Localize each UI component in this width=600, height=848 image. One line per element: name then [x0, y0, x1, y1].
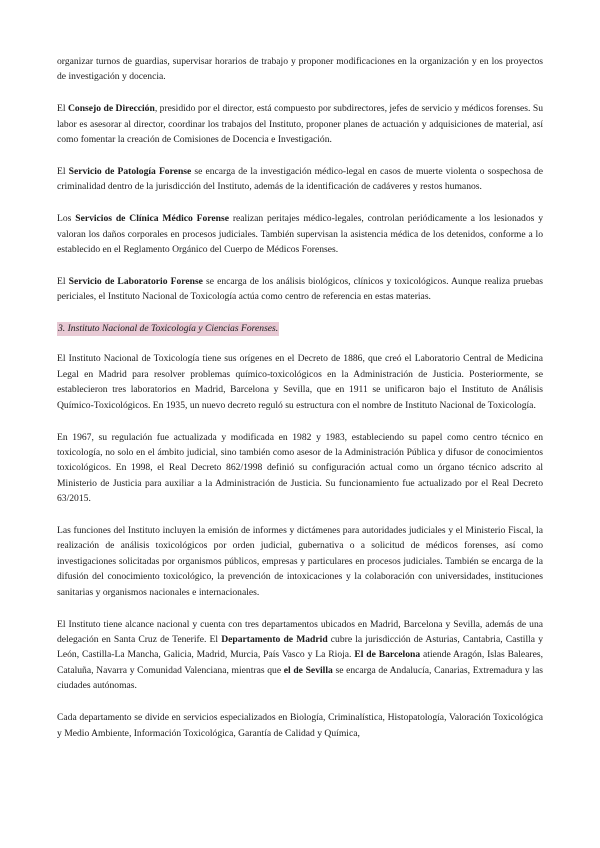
bold-term: Servicios de Clínica Médico Forense	[75, 213, 229, 225]
bold-term: Servicio de Laboratorio Forense	[68, 276, 203, 288]
paragraph	[57, 164, 543, 195]
text-run: atiende Aragón, Islas Baleares, Cataluña, Navarra y Comunidad Valenciana, mientras que	[57, 649, 543, 676]
paragraph	[57, 617, 543, 694]
text-run: Los	[57, 213, 76, 225]
paragraph	[57, 54, 543, 85]
text-run: Cada departamento se divide en servicios especializados en Biología, Criminalística, Histopatología, Valoración Toxicológica y Medio Ambiente, Información Toxicológica, Garantía de Calidad y Química,	[57, 712, 543, 739]
text-run: , presidido por el director, está compuesto por subdirectores, jefes de servicio y médicos forenses. Su labor es asesorar al director, coordinar los trabajos del Instituto, proponer planes de actuación y adquisiciones de material, así como fomentar la creación de Comisiones de Docencia e Investigación.	[57, 103, 543, 146]
section-heading-row	[57, 321, 543, 351]
text-run: se encarga de los análisis biológicos, clínicos y toxicológicos. Aunque realiza pruebas periciales, el Instituto Nacional de Toxicología actúa como centro de referencia en estas materias.	[57, 276, 543, 303]
section-heading: 3. Instituto Nacional de Toxicología y Ciencias Forenses.	[58, 323, 279, 335]
bold-term: Departamento de Madrid	[221, 633, 328, 645]
text-run: organizar turnos de guardias, supervisar horarios de trabajo y proponer modificaciones en la organización y en los proyectos de investigación y docencia.	[57, 56, 543, 83]
text-run: realizan peritajes médico-legales, controlan periódicamente a los lesionados y valoran los daños corporales en procesos judiciales. También supervisan la asistencia médica de los detenidos, conforme a lo establecido en el Reglamento Orgánico del Cuerpo de Médicos Forenses.	[57, 213, 543, 256]
paragraph	[57, 430, 543, 507]
bold-term: El de Barcelona	[354, 649, 421, 661]
text-run: El	[57, 166, 69, 178]
text-run: cubre la jurisdicción de Asturias, Cantabria, Castilla y León, Castilla-La Mancha, Galicia, Madrid, Murcia, País Vasco y La Rioja.	[57, 633, 543, 661]
text-run: El Instituto Nacional de Toxicología tiene sus orígenes en el Decreto de 1886, que creó el Laboratorio Central de Medicina Legal en Madrid para resolver problemas químico-toxicológicos en la Administración de Justicia. Posteriormente, se establecieron tres laboratorios en Madrid, Barcelona y Sevilla, que en 1911 se unificaron bajo el Instituto de Análisis Químico-Toxicológicos. En 1935, un nuevo decreto reguló su estructura con el nombre de Instituto Nacional de Toxicología.	[57, 353, 543, 411]
text-run: En 1967, su regulación fue actualizada y modificada en 1982 y 1983, estableciendo su papel como centro técnico en toxicología, no solo en el ámbito judicial, sino también como asesor de la Administración Pública y difusor de conocimientos toxicológicos. En 1998, el Real Decreto 862/1998 definió su configuración actual como un órgano técnico adscrito al Ministerio de Justicia para auxiliar a la Administración de Justicia. Su funcionamiento fue actualizado por el Real Decreto 63/2015.	[57, 431, 543, 505]
paragraph	[57, 274, 543, 305]
text-run: se encarga de Andalucía, Canarias, Extremadura y las ciudades autónomas.	[57, 664, 544, 692]
paragraph	[57, 523, 543, 600]
text-run: se encarga de la investigación médico-legal en casos de muerte violenta o sospechosa de criminalidad dentro de la jurisdicción del Instituto, además de la identificación de cadáveres y restos humanos.	[57, 166, 543, 193]
text-run: El Instituto tiene alcance nacional y cuenta con tres departamentos ubicados en Madrid, Barcelona y Sevilla, además de una delegación en Santa Cruz de Tenerife. El	[57, 618, 543, 645]
paragraph	[57, 351, 543, 413]
bold-term: Consejo de Dirección	[68, 103, 155, 115]
text-run: Las funciones del Instituto incluyen la emisión de informes y dictámenes para autoridades judiciales y el Ministerio Fiscal, la realización de análisis toxicológicos por orden judicial, gubernativa o a solicitud de médicos forenses, así como investigaciones solicitadas por organismos públicos, empresas y particulares en procesos judiciales. También se encarga de la difusión del conocimiento toxicológico, la prevención de intoxicaciones y la colaboración con universidades, instituciones sanitarias y organismos nacionales e internacionales.	[57, 525, 543, 598]
paragraph	[57, 101, 543, 147]
paragraph	[57, 211, 543, 257]
document-page	[57, 54, 543, 757]
text-run: El	[57, 276, 69, 288]
bold-term: el de Sevilla	[283, 664, 333, 676]
bold-term: Servicio de Patología Forense	[68, 166, 192, 178]
text-run: El	[57, 103, 68, 115]
paragraph	[57, 710, 543, 741]
